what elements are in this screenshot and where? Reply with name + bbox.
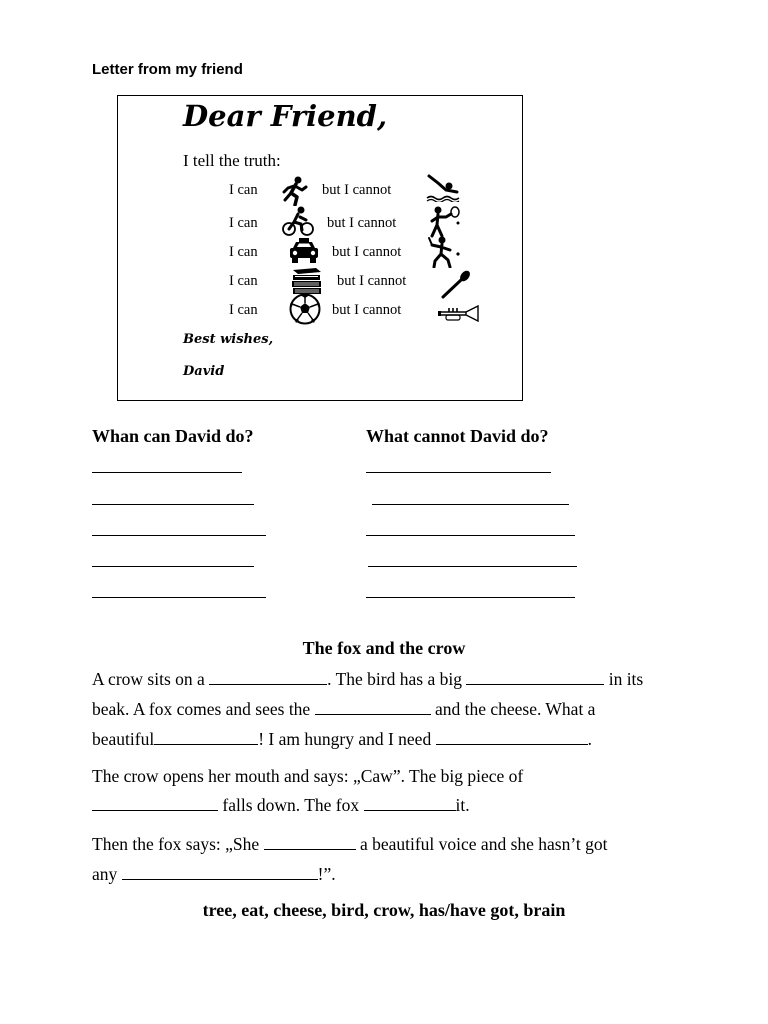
- row-can-text: I can: [229, 273, 258, 289]
- answer-line-cannot-3[interactable]: [366, 535, 575, 536]
- letter-signature: David: [183, 364, 225, 379]
- trumpet-icon: [438, 304, 480, 322]
- answer-line-cannot-5[interactable]: [366, 597, 575, 598]
- word-bank: tree, eat, cheese, bird, crow, has/have got, brain: [202, 900, 566, 920]
- cannot-question-title: What cannot David do?: [366, 426, 549, 446]
- story-line: [92, 669, 643, 690]
- letter-closing: Best wishes,: [183, 332, 274, 347]
- letter-intro: I tell the truth:: [183, 151, 281, 170]
- can-question-title: Whan can David do?: [92, 426, 254, 446]
- blank-field[interactable]: [264, 835, 356, 850]
- story-text: A crow sits on a: [92, 669, 210, 689]
- story-text: and the cheese. What a: [430, 699, 596, 719]
- blank-field[interactable]: [315, 700, 431, 715]
- story-text: Then the fox says: „She: [92, 834, 264, 854]
- blank-field[interactable]: [466, 670, 604, 685]
- row-can-text: I can: [229, 244, 258, 260]
- answer-line-can-4[interactable]: [92, 566, 254, 567]
- cycling-icon: [281, 206, 315, 236]
- blank-field[interactable]: [154, 730, 258, 745]
- story-line: [92, 729, 592, 750]
- answer-line-cannot-1[interactable]: [366, 472, 551, 473]
- answer-line-can-1[interactable]: [92, 472, 242, 473]
- row-can-text: I can: [229, 182, 258, 198]
- worksheet-heading: Letter from my friend: [92, 61, 243, 78]
- row-cannot-text: but I cannot: [322, 182, 392, 198]
- answer-line-can-2[interactable]: [92, 504, 254, 505]
- story-line: [92, 766, 523, 787]
- baseball-icon: [428, 236, 462, 268]
- tennis-icon: [428, 206, 462, 238]
- answer-line-cannot-4[interactable]: [368, 566, 577, 567]
- story-text: The crow opens her mouth and says: „Caw”. The big piece of: [92, 766, 524, 786]
- soccer-ball-icon: [289, 293, 321, 325]
- answer-line-cannot-2[interactable]: [372, 504, 569, 505]
- story-text: a beautiful voice and she hasn’t got: [355, 834, 608, 854]
- story-text: in its: [604, 669, 644, 689]
- row-cannot-text: but I cannot: [337, 273, 407, 289]
- blank-field[interactable]: [209, 670, 327, 685]
- letter-box: [117, 95, 523, 401]
- blank-field[interactable]: [122, 865, 318, 880]
- answer-line-can-3[interactable]: [92, 535, 266, 536]
- running-icon: [280, 176, 308, 206]
- letter-salutation: Dear Friend,: [183, 99, 388, 133]
- row-can-text: I can: [229, 302, 258, 318]
- car-icon: [288, 238, 320, 264]
- story-text: beautiful: [92, 729, 155, 749]
- blank-field[interactable]: [92, 796, 218, 811]
- story-text: ! I am hungry and I need: [258, 729, 436, 749]
- story-title: The fox and the crow: [302, 638, 466, 658]
- spoon-icon: [440, 270, 472, 300]
- story-line: [92, 699, 595, 720]
- story-text: it.: [455, 795, 470, 815]
- story-text: . The bird has a big: [327, 669, 467, 689]
- story-text: .: [587, 729, 592, 749]
- answer-line-can-5[interactable]: [92, 597, 266, 598]
- row-cannot-text: but I cannot: [332, 302, 402, 318]
- story-line: [92, 834, 607, 855]
- story-text: !”.: [317, 864, 336, 884]
- story-text: any: [92, 864, 122, 884]
- row-can-text: I can: [229, 215, 258, 231]
- swimming-icon: [426, 174, 462, 202]
- books-icon: [290, 266, 324, 296]
- story-line: [92, 795, 470, 816]
- blank-field[interactable]: [436, 730, 588, 745]
- story-text: beak. A fox comes and sees the: [92, 699, 315, 719]
- row-cannot-text: but I cannot: [332, 244, 402, 260]
- blank-field[interactable]: [364, 796, 456, 811]
- story-text: falls down. The fox: [218, 795, 364, 815]
- row-cannot-text: but I cannot: [327, 215, 397, 231]
- story-line: [92, 864, 336, 885]
